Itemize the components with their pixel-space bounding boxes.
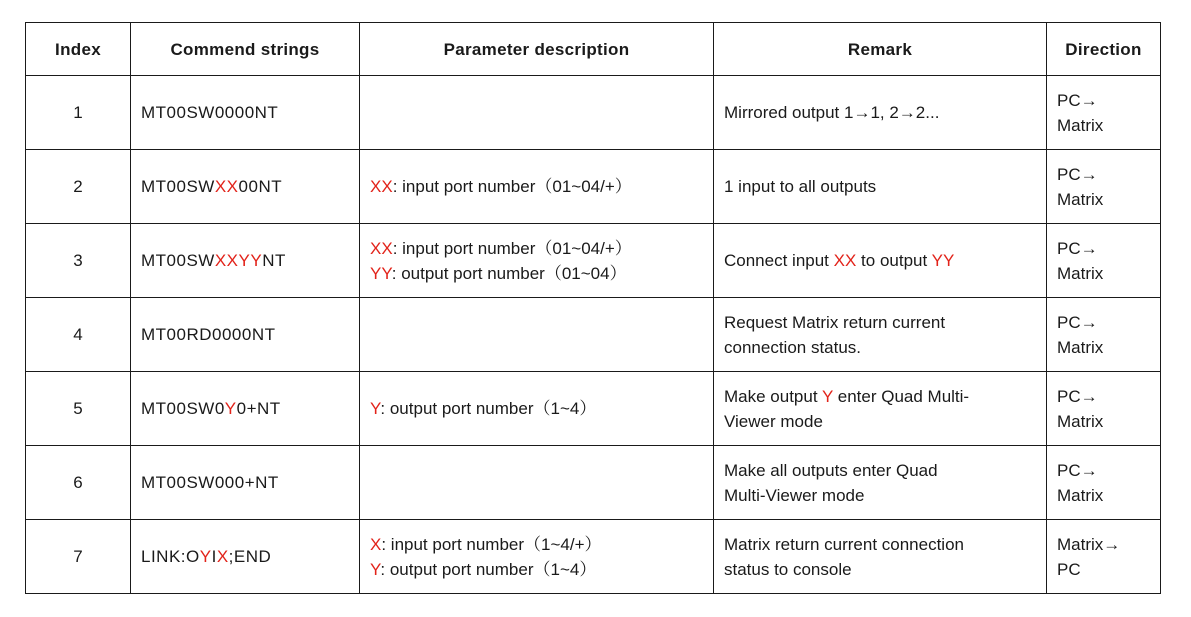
highlight-text: Y: [199, 547, 212, 566]
remark-line: [724, 458, 1036, 483]
text-segment: Request Matrix return current: [724, 312, 946, 332]
remark-line: [724, 483, 1036, 508]
text-segment: Mirrored output 1→1, 2→2...: [724, 103, 940, 122]
param-line: [370, 261, 703, 286]
header-remark: Remark: [714, 23, 1047, 76]
remark-line: [724, 557, 1036, 582]
text-segment: Connect input: [724, 251, 834, 270]
text-segment: 1 input to all outputs: [724, 177, 877, 196]
cell-command-string: [131, 446, 360, 520]
cell-index: 3: [26, 224, 131, 298]
text-segment: MT00SW: [141, 251, 215, 270]
text-segment: I: [211, 547, 217, 566]
cell-index: 7: [26, 520, 131, 594]
param-line: [370, 532, 703, 557]
text-segment: MT00SW000+NT: [141, 473, 279, 492]
cell-remark: [714, 298, 1047, 372]
text-segment: MT00SW: [141, 177, 215, 196]
cell-command-string: [131, 520, 360, 594]
highlight-text: XXYY: [214, 251, 263, 270]
cell-direction: [1047, 446, 1161, 520]
cell-remark: [714, 446, 1047, 520]
text-segment: MT00SW0: [141, 399, 225, 418]
param-line: [370, 396, 703, 421]
header-command-strings: Commend strings: [131, 23, 360, 76]
highlight-text: Y: [370, 559, 381, 579]
table-row: [26, 298, 1161, 372]
direction-line: Matrix: [1057, 115, 1104, 135]
text-segment: MT00RD0000NT: [141, 325, 276, 344]
highlight-text: X: [216, 547, 229, 566]
header-row: [26, 23, 1161, 76]
direction-line: Matrix→: [1057, 534, 1121, 554]
header-index: Index: [26, 23, 131, 76]
command-table: [25, 22, 1161, 594]
cell-parameter-description: [360, 224, 714, 298]
text-segment: : input port number（1~4/+）: [381, 534, 602, 554]
highlight-text: Y: [224, 399, 237, 418]
text-segment: Viewer mode: [724, 411, 823, 431]
text-segment: : output port number（1~4）: [380, 559, 597, 579]
text-segment: ;END: [228, 547, 272, 566]
text-segment: Make output: [724, 386, 822, 406]
cell-index: 2: [26, 150, 131, 224]
highlight-text: YY: [931, 251, 955, 270]
remark-line: [724, 409, 1036, 434]
text-segment: status to console: [724, 559, 852, 579]
text-segment: enter Quad Multi-: [833, 386, 970, 406]
cell-command-string: [131, 150, 360, 224]
remark-line: [724, 335, 1036, 360]
text-segment: 00NT: [238, 177, 283, 196]
highlight-text: XX: [370, 238, 393, 258]
param-line: [370, 236, 703, 261]
cell-parameter-description: [360, 446, 714, 520]
cell-direction: [1047, 76, 1161, 150]
text-segment: : output port number（01~04）: [391, 263, 627, 283]
cell-index: 6: [26, 446, 131, 520]
cell-remark: [714, 224, 1047, 298]
remark-line: [724, 174, 1036, 199]
cell-index: 4: [26, 298, 131, 372]
direction-line: PC: [1057, 559, 1081, 579]
cell-command-string: [131, 298, 360, 372]
table-body: [26, 76, 1161, 594]
text-segment: LINK:O: [141, 547, 200, 566]
text-segment: 0+NT: [236, 399, 281, 418]
table-row: [26, 372, 1161, 446]
highlight-text: YY: [370, 263, 392, 283]
direction-line: Matrix: [1057, 337, 1104, 357]
text-segment: Multi-Viewer mode: [724, 485, 865, 505]
direction-line: Matrix: [1057, 189, 1104, 209]
highlight-text: XX: [370, 177, 393, 196]
cell-direction: [1047, 372, 1161, 446]
header-parameter-description: Parameter description: [360, 23, 714, 76]
cell-parameter-description: [360, 372, 714, 446]
table-row: [26, 446, 1161, 520]
header-direction: Direction: [1047, 23, 1161, 76]
cell-direction: [1047, 224, 1161, 298]
highlight-text: Y: [821, 386, 834, 406]
cell-remark: [714, 150, 1047, 224]
direction-line: Matrix: [1057, 411, 1104, 431]
direction-line: PC→: [1057, 90, 1098, 110]
table-row: [26, 150, 1161, 224]
cell-parameter-description: [360, 298, 714, 372]
highlight-text: XX: [833, 251, 857, 270]
table-header: [26, 23, 1161, 76]
cell-remark: [714, 520, 1047, 594]
cell-remark: [714, 76, 1047, 150]
remark-line: [724, 532, 1036, 557]
remark-line: [724, 100, 1036, 125]
highlight-text: Y: [370, 399, 381, 418]
remark-line: [724, 384, 1036, 409]
cell-direction: [1047, 298, 1161, 372]
highlight-text: X: [370, 534, 382, 554]
cell-command-string: [131, 372, 360, 446]
text-segment: : input port number（01~04/+）: [392, 238, 632, 258]
direction-line: PC→: [1057, 164, 1098, 184]
cell-parameter-description: [360, 520, 714, 594]
direction-line: Matrix: [1057, 263, 1104, 283]
table-row: [26, 76, 1161, 150]
direction-line: Matrix: [1057, 485, 1104, 505]
remark-line: [724, 310, 1036, 335]
direction-line: PC→: [1057, 312, 1098, 332]
direction-line: PC→: [1057, 460, 1098, 480]
highlight-text: XX: [214, 177, 239, 196]
cell-command-string: [131, 224, 360, 298]
direction-line: PC→: [1057, 238, 1098, 258]
cell-index: 1: [26, 76, 131, 150]
table-row: [26, 224, 1161, 298]
text-segment: to output: [856, 251, 932, 270]
param-line: [370, 174, 703, 199]
text-segment: NT: [262, 251, 286, 270]
cell-parameter-description: [360, 150, 714, 224]
table-row: [26, 520, 1161, 594]
text-segment: connection status.: [724, 337, 862, 357]
text-segment: : input port number（01~04/+）: [392, 177, 632, 196]
direction-line: PC→: [1057, 386, 1098, 406]
text-segment: : output port number（1~4）: [380, 399, 597, 418]
cell-direction: [1047, 150, 1161, 224]
text-segment: Make all outputs enter Quad: [724, 460, 938, 480]
text-segment: Matrix return current connection: [724, 534, 964, 554]
remark-line: [724, 248, 1036, 273]
cell-command-string: [131, 76, 360, 150]
cell-index: 5: [26, 372, 131, 446]
text-segment: MT00SW0000NT: [141, 103, 279, 122]
cell-parameter-description: [360, 76, 714, 150]
cell-remark: [714, 372, 1047, 446]
cell-direction: [1047, 520, 1161, 594]
param-line: [370, 557, 703, 582]
